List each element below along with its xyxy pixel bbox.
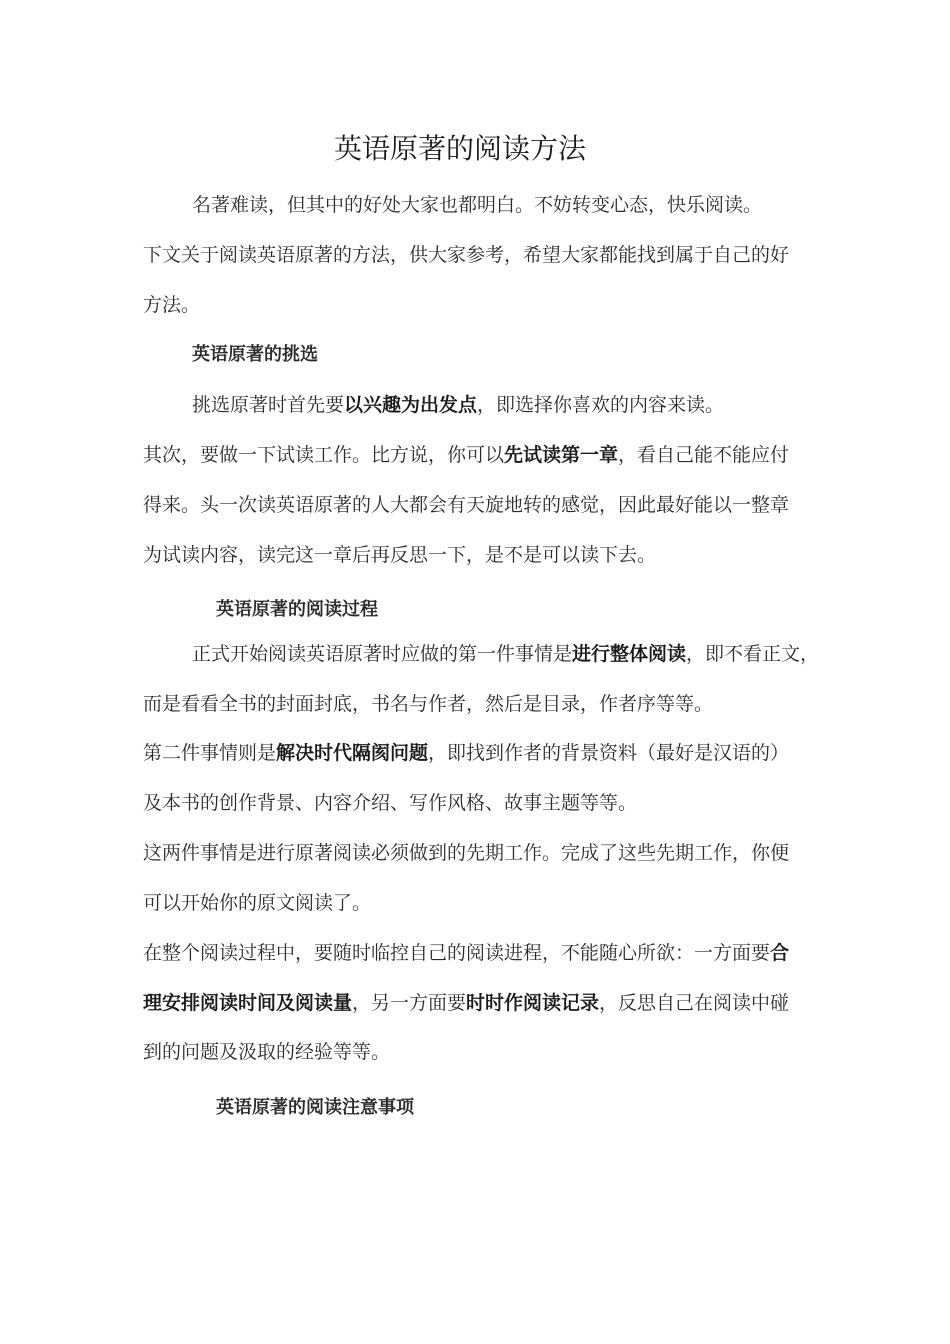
text-run: ，看自己能不能应付 [618,444,790,466]
intro-line-3: 方法。 [143,294,201,316]
selection-paragraph-line-2 [143,439,789,471]
selection-paragraph-line-1 [192,389,724,421]
process-paragraph-line-1 [192,638,819,670]
text-run: 在整个阅读过程中，要随时临控自己的阅读进程，不能随心所欲：一方面要 [143,942,771,964]
process-paragraph-line-9: 到的问题及汲取的经验等等。 [143,1041,391,1063]
text-run: ，即选择你喜欢的内容来读。 [477,394,725,416]
process-paragraph-line-4: 及本书的创作背景、内容介绍、写作风格、故事主题等等。 [143,792,638,814]
section-heading-selection: 英语原著的挑选 [192,344,318,365]
process-paragraph-line-8 [143,987,789,1019]
process-paragraph-line-2: 而是看看全书的封面封底，书名与作者，然后是目录，作者序等等。 [143,693,714,715]
text-run: ，反思自己在阅读中碰 [599,992,790,1014]
bold-phrase: 以兴趣为出发点 [344,394,478,416]
process-paragraph-line-5: 这两件事情是进行原著阅读必须做到的先期工作。完成了这些先期工作，你便 [143,842,790,864]
text-run: 挑选原著时首先要 [192,394,345,416]
process-paragraph-line-7 [143,937,789,969]
text-run: ，另一方面要 [352,992,467,1014]
bold-phrase: 进行整体阅读 [572,643,687,665]
text-run: 第二件事情则是 [143,742,277,764]
bold-phrase: 理安排阅读时间及阅读量 [143,992,353,1014]
intro-line-1: 名著难读，但其中的好处大家也都明白。不妨转变心态，快乐阅读。 [192,194,763,216]
bold-phrase: 先试读第一章 [504,444,619,466]
selection-paragraph-line-3: 得来。头一次读英语原著的人大都会有天旋地转的感觉，因此最好能以一整章 [143,494,790,516]
selection-paragraph-line-4: 为试读内容，读完这一章后再反思一下，是不是可以读下去。 [143,544,657,566]
bold-phrase: 合 [770,942,790,964]
bold-phrase: 解决时代隔阂问题 [276,742,429,764]
intro-line-2: 下文关于阅读英语原著的方法，供大家参考，希望大家都能找到属于自己的好 [143,244,790,266]
bold-phrase: 时时作阅读记录 [466,992,600,1014]
text-run: ，即不看正文， [686,643,820,665]
text-run: 正式开始阅读英语原著时应做的第一件事情是 [192,643,573,665]
process-paragraph-line-6: 可以开始你的原文阅读了。 [143,892,372,914]
text-run: ，即找到作者的背景资料（最好是汉语的） [428,742,790,764]
process-paragraph-line-3 [143,737,789,769]
document-title: 英语原著的阅读方法 [333,132,586,165]
section-heading-process: 英语原著的阅读过程 [216,599,378,620]
text-run: 其次，要做一下试读工作。比方说，你可以 [143,444,505,466]
section-heading-notes: 英语原著的阅读注意事项 [216,1097,414,1118]
